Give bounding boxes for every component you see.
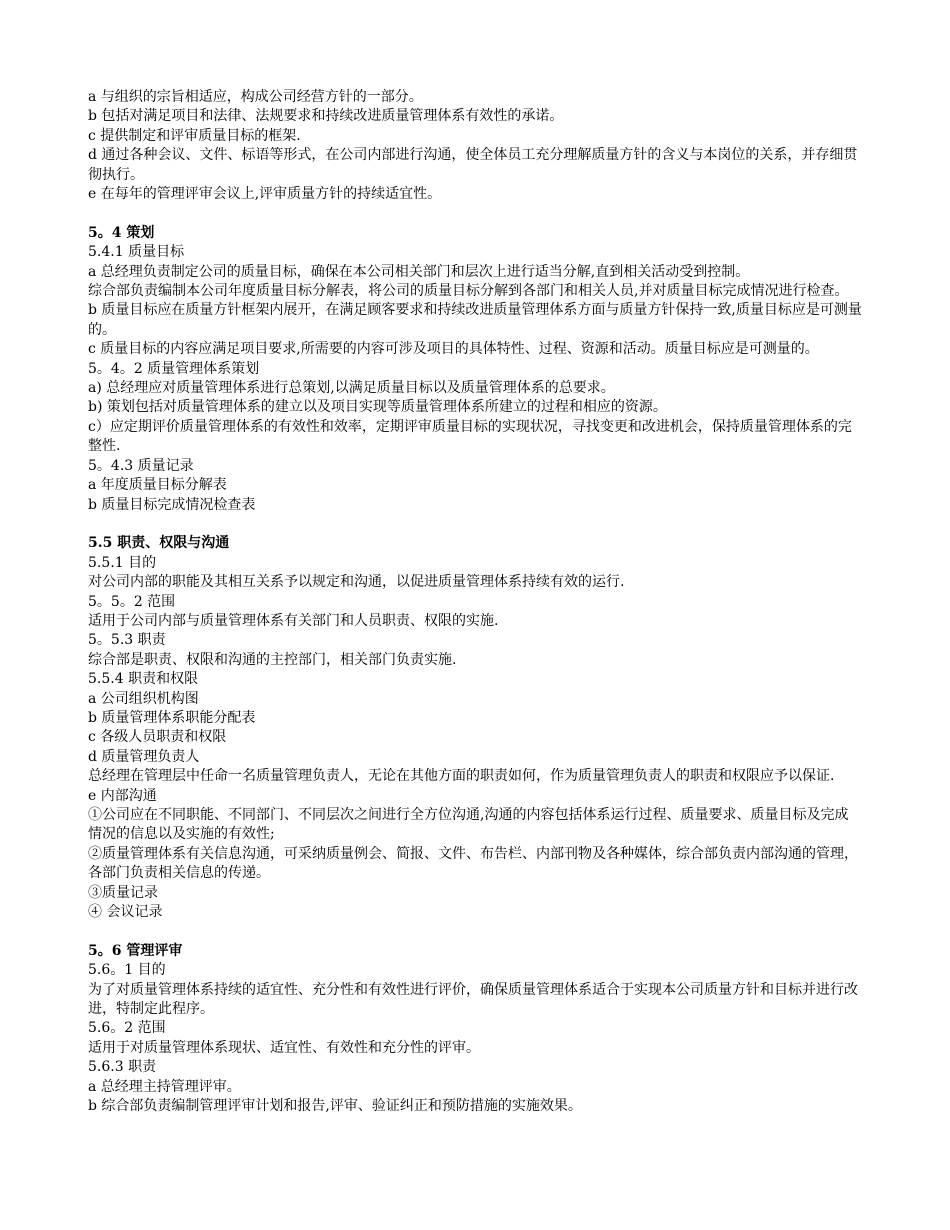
body-text-line: b) 策划包括对质量管理体系的建立以及项目实现等质量管理体系所建立的过程和相应的资源。: [88, 399, 667, 416]
body-text-line: 综合部是职责、权限和沟通的主控部门，相关部门负责实施.: [88, 651, 457, 668]
paragraph-spacer: [88, 922, 862, 941]
body-text-line: 总经理在管理层中任命一名质量管理负责人，无论在其他方面的职责如何，作为质量管理负责人的职责和权限应予以保证.: [88, 768, 835, 785]
body-text-line: 5.6.3 职责: [88, 1059, 157, 1076]
body-text-line: 对公司内部的职能及其相互关系予以规定和沟通，以促进质量管理体系持续有效的运行.: [88, 574, 625, 591]
section-heading: 5。6 管理评审: [88, 942, 183, 959]
body-text-line: 适用于对质量管理体系现状、适宜性、有效性和充分性的评审。: [88, 1039, 480, 1056]
body-text-line: d 通过各种会议、文件、标语等形式，在公司内部进行沟通，使全体员工充分理解质量方针的含义与本岗位的关系，并存细贯彻执行。: [88, 147, 858, 183]
section-heading: 5。4 策划: [88, 224, 155, 241]
body-text-line: c）应定期评价质量管理体系的有效性和效率，定期评审质量目标的实现状况，寻找变更和改进机会，保持质量管理体系的完整性.: [88, 418, 852, 455]
body-text-line: b 质量目标应在质量方针框架内展开，在满足顾客要求和持续改进质量管理体系方面与质量方针保持一致,质量目标应是可测量的。: [88, 302, 862, 338]
paragraph-spacer: [88, 204, 862, 223]
body-text-line: e 在每年的管理评审会议上,评审质量方针的持续适宜性。: [88, 186, 442, 203]
section-heading: 5.5 职责、权限与沟通: [88, 535, 230, 552]
body-text-line: 5。5。2 范围: [88, 593, 176, 610]
body-text-line: c 提供制定和评审质量目标的框架.: [88, 127, 301, 144]
body-text-line: 5.5.1 目的: [88, 554, 157, 571]
body-text-line: b 质量管理体系职能分配表: [88, 709, 256, 726]
body-text-line: 为了对质量管理体系持续的适宜性、充分性和有效性进行评价，确保质量管理体系适合于实现本公司质量方针和目标并进行改进，特制定此程序。: [88, 981, 858, 1018]
body-text-line: 5.6。1 目的: [88, 962, 166, 979]
body-text-line: 5.5.4 职责和权限: [88, 671, 199, 688]
body-text-line: 5。5.3 职责: [88, 632, 166, 649]
body-text-line: ③质量记录: [88, 884, 158, 901]
body-text-line: a 公司组织机构图: [88, 690, 199, 707]
body-text-line: a 年度质量目标分解表: [88, 477, 227, 494]
body-text-line: 综合部负责编制本公司年度质量目标分解表，将公司的质量目标分解到各部门和相关人员,并对质量目标完成情况进行检查。: [88, 283, 849, 300]
body-text-line: 5.4.1 质量目标: [88, 244, 185, 261]
paragraph-spacer: [88, 515, 862, 534]
body-text-line: 适用于公司内部与质量管理体系有关部门和人员职责、权限的实施.: [88, 612, 499, 629]
body-text-line: c 各级人员职责和权限: [88, 729, 227, 746]
body-text-line: a) 总经理应对质量管理体系进行总策划,以满足质量目标以及质量管理体系的总要求。: [88, 380, 615, 397]
body-text-line: ①公司应在不同职能、不同部门、不同层次之间进行全方位沟通,沟通的内容包括体系运行过程、质量要求、质量目标及完成情况的信息以及实施的有效性;: [88, 807, 849, 843]
body-text-line: 5.6。2 范围: [88, 1020, 166, 1037]
body-text-line: 5。4.3 质量记录: [88, 457, 194, 474]
body-text-line: 5。4。2 质量管理体系策划: [88, 360, 260, 377]
body-text-line: c 质量目标的内容应满足项目要求,所需要的内容可涉及项目的具体特性、过程、资源和活动。质量目标应是可测量的。: [88, 341, 819, 358]
body-text-line: b 质量目标完成情况检查表: [88, 496, 256, 513]
body-text-line: ②质量管理体系有关信息沟通，可采纳质量例会、简报、文件、布告栏、内部刊物及各种媒体，综合部负责内部沟通的管理，各部门负责相关信息的传递。: [88, 845, 858, 882]
document-body: [88, 88, 862, 1116]
body-text-line: d 质量管理负责人: [88, 748, 200, 765]
body-text-line: b 包括对满足项目和法律、法规要求和持续改进质量管理体系有效性的承诺。: [88, 108, 564, 125]
body-text-line: a 总经理负责制定公司的质量目标，确保在本公司相关部门和层次上进行适当分解,直到相关活动受到控制。: [88, 263, 750, 280]
body-text-line: a 总经理主持管理评审。: [88, 1078, 241, 1095]
body-text-line: b 综合部负责编制管理评审计划和报告,评审、验证纠正和预防措施的实施效果。: [88, 1098, 582, 1115]
body-text-line: e 内部沟通: [88, 787, 157, 804]
body-text-line: a 与组织的宗旨相适应，构成公司经营方针的一部分。: [88, 89, 423, 105]
body-text-line: ④ 会议记录: [88, 904, 163, 921]
